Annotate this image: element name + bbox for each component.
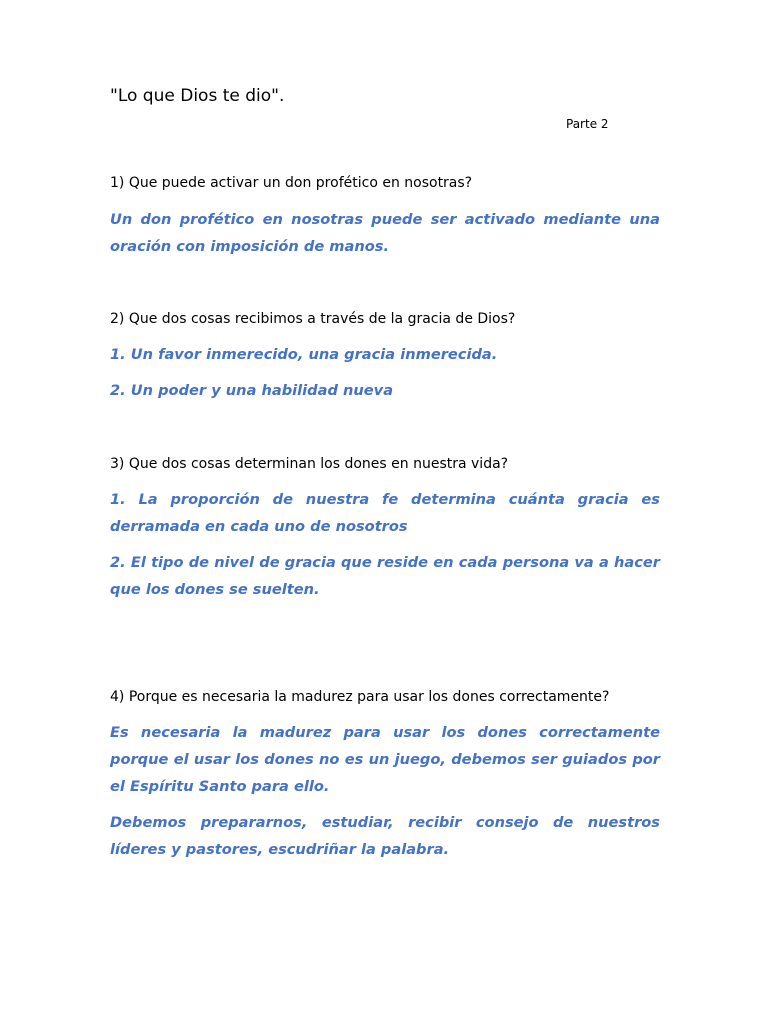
answer-3-1: 1. La proporción de nuestra fe determina cuánta gracia es derramada en cada uno de nosotros [110,491,660,535]
answer-2-2: 2. Un poder y una habilidad nueva [110,382,394,399]
question-4: 4) Porque es necesaria la madurez para usar los dones correctamente? [110,689,610,705]
question-2: 2) Que dos cosas recibimos a través de la gracia de Dios? [110,311,516,327]
answer-2-1: 1. Un favor inmerecido, una gracia inmerecida. [110,346,498,363]
answer-3-2: 2. El tipo de nivel de gracia que reside en cada persona va a hacer que los dones se suelten. [110,554,660,598]
answer-1-1: Un don profético en nosotras puede ser activado mediante una oración con imposición de manos. [110,211,660,255]
question-3: 3) Que dos cosas determinan los dones en nuestra vida? [110,456,509,472]
answer-4-1: Es necesaria la madurez para usar los dones correctamente porque el usar los dones no es un juego, debemos ser guiados por el Espíritu Santo para ello. [110,724,660,795]
answer-4-2: Debemos prepararnos, estudiar, recibir consejo de nuestros líderes y pastores, escudriñar la palabra. [110,814,660,858]
part-label: Parte 2 [566,117,609,131]
question-1: 1) Que puede activar un don profético en nosotras? [110,175,473,191]
document-title: "Lo que Dios te dio". [110,86,285,106]
